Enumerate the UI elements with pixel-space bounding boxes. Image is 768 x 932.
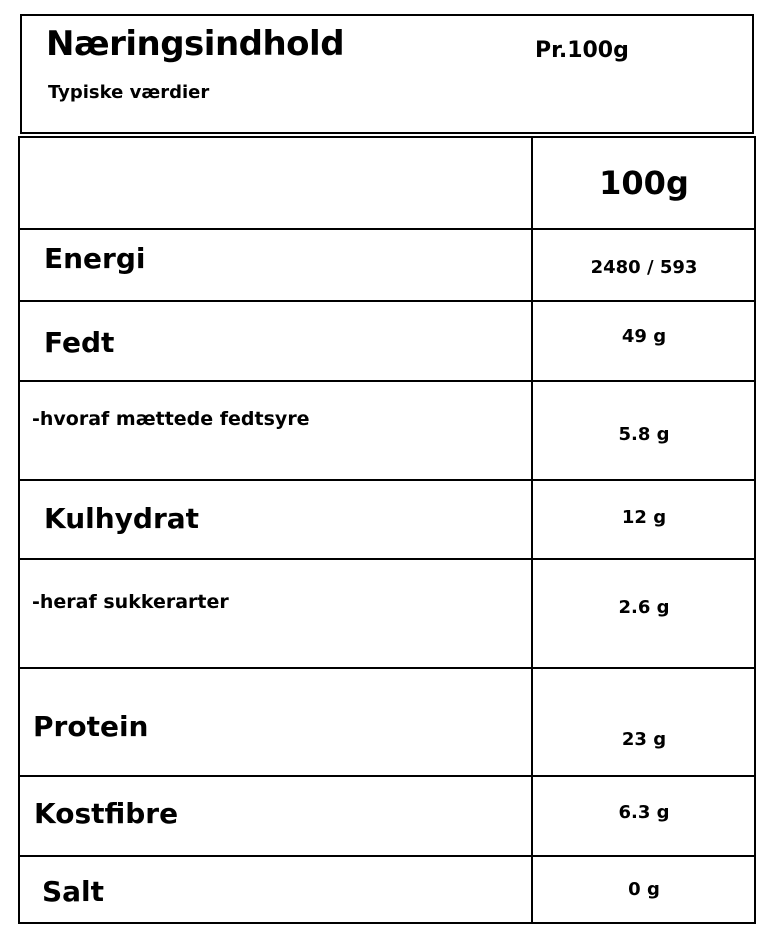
row-divider xyxy=(18,300,756,302)
row-divider xyxy=(18,228,756,230)
row-value-maettede-fedtsyre: 5.8 g xyxy=(618,424,670,445)
row-label-maettede-fedtsyre: -hvoraf mættede fedtsyre xyxy=(32,408,310,430)
page-title: Næringsindhold xyxy=(46,24,345,64)
row-value-salt: 0 g xyxy=(628,879,660,900)
row-divider xyxy=(18,775,756,777)
row-label-protein: Protein xyxy=(33,710,149,743)
row-value-kostfibre: 6.3 g xyxy=(618,802,670,823)
row-divider xyxy=(18,855,756,857)
row-label-energi: Energi xyxy=(44,242,146,275)
per-amount: Pr.100g xyxy=(535,38,629,63)
row-divider xyxy=(18,380,756,382)
row-label-fedt: Fedt xyxy=(44,326,115,359)
subtitle: Typiske værdier xyxy=(48,82,210,103)
row-value-fedt: 49 g xyxy=(621,326,667,347)
row-divider xyxy=(18,479,756,481)
row-value-kulhydrat: 12 g xyxy=(621,507,667,528)
row-label-salt: Salt xyxy=(42,875,105,908)
row-label-kulhydrat: Kulhydrat xyxy=(44,502,200,535)
row-divider xyxy=(18,558,756,560)
row-label-sukkerarter: -heraf sukkerarter xyxy=(32,591,229,613)
row-label-kostfibre: Kostfibre xyxy=(34,797,179,830)
row-value-sukkerarter: 2.6 g xyxy=(618,597,670,618)
row-value-protein: 23 g xyxy=(621,729,667,750)
row-value-energi: 2480 / 593 xyxy=(590,257,698,278)
column-header-100g: 100g xyxy=(599,164,689,202)
row-divider xyxy=(18,667,756,669)
